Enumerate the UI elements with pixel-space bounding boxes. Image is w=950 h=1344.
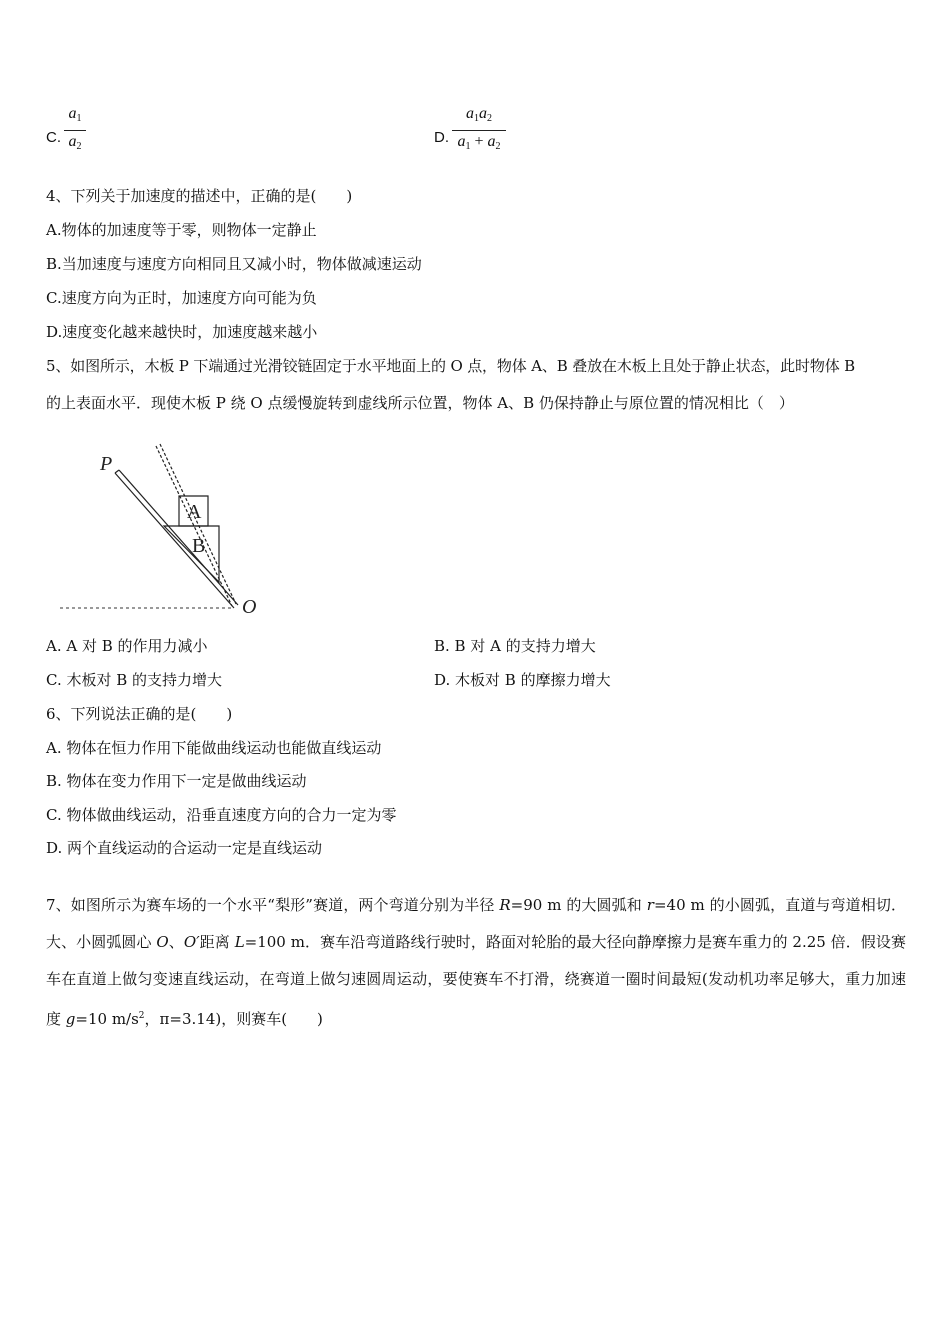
q5-option-b: B. B 对 A 的支持力增大 xyxy=(434,637,596,655)
q3-option-d-fraction: $a_1a_2$ $a_1 + a_2$ xyxy=(452,104,506,157)
q5-stem-line2: 的上表面水平．现使木板 P 绕 O 点缓慢旋转到虚线所示位置，物体 A、B 仍保持静止与原位置的情况相比（ ） xyxy=(46,394,794,412)
label-p: P xyxy=(100,453,113,475)
q5-option-a: A. A 对 B 的作用力减小 xyxy=(46,637,208,655)
label-a: A xyxy=(187,501,202,523)
q7-stem: 7、如图所示为赛车场的一个水平“梨形”赛道，两个弯道分别为半径 R=90 m 的大圆弧和 r=40 m 的小圆弧，直道与弯道相切．大、小圆弧圆心 O、O′距离 L=100 m．赛车沿弯道路线行驶时，路面对轮胎的最大径向静摩擦力是赛车重力的 2.25 倍．假设赛车在直道上做匀变速直线运动，在弯道上做匀速圆周运动，要使赛车不打滑，绕赛道一圈时间最短(发动机功率足够大，重力加速度 g=10 $m/s^2$，π=3.14)，则赛车( ) xyxy=(46,896,907,1028)
q3-option-c-fraction: $a_1$ $a_2$ xyxy=(64,104,86,157)
q6-option-d: D. 两个直线运动的合运动一定是直线运动 xyxy=(46,839,323,857)
q3-option-d-label: D. xyxy=(434,129,449,146)
label-o: O xyxy=(242,596,257,618)
q4-option-b: B.当加速度与速度方向相同且又减小时，物体做减速运动 xyxy=(46,255,422,273)
q5-option-d: D. 木板对 B 的摩擦力增大 xyxy=(434,671,611,689)
q4-option-d: D.速度变化越来越快时，加速度越来越小 xyxy=(46,323,318,341)
q6-option-c: C. 物体做曲线运动，沿垂直速度方向的合力一定为零 xyxy=(46,806,397,824)
q6-option-a: A. 物体在恒力作用下能做曲线运动也能做直线运动 xyxy=(46,739,382,757)
q5-figure xyxy=(56,440,286,620)
board-p-edge2 xyxy=(119,470,238,605)
q4-stem: 4、下列关于加速度的描述中，正确的是( ) xyxy=(46,187,353,205)
label-b: B xyxy=(192,535,206,557)
q4-option-c: C.速度方向为正时，加速度方向可能为负 xyxy=(46,289,317,307)
q5-option-c: C. 木板对 B 的支持力增大 xyxy=(46,671,223,689)
board-p-edge1 xyxy=(115,473,234,608)
q5-stem-line1: 5、如图所示，木板 P 下端通过光滑铰链固定于水平地面上的 O 点，物体 A、B 叠放在木板上且处于静止状态，此时物体 B xyxy=(46,357,856,375)
q6-stem: 6、下列说法正确的是( ) xyxy=(46,705,233,723)
q6-option-b: B. 物体在变力作用下一定是做曲线运动 xyxy=(46,772,307,790)
q3-option-c-label: C. xyxy=(46,129,61,146)
q4-option-a: A.物体的加速度等于零，则物体一定静止 xyxy=(46,221,317,239)
rotated-board-edge2 xyxy=(160,444,236,604)
board-p-top xyxy=(115,470,119,473)
